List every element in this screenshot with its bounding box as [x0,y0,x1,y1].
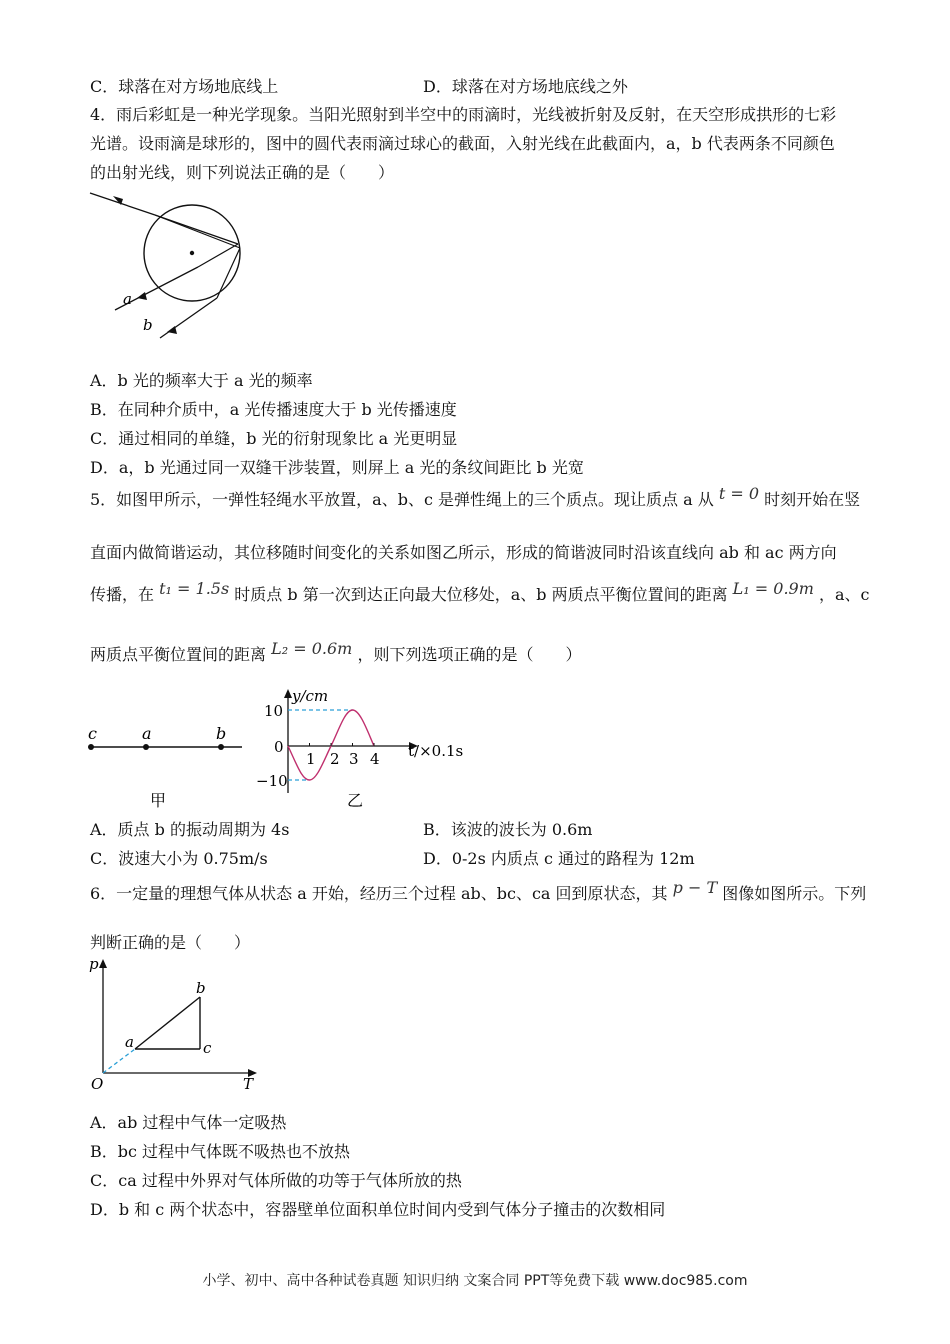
q6-option-d: D．b 和 c 两个状态中，容器壁单位面积单位时间内受到气体分子撞击的次数相同 [90,1200,666,1219]
axis-t-label: T [243,1075,254,1093]
q6-line1-post: 图像如图所示。下列 [722,884,867,903]
q6-option-b: B．bc 过程中气体既不吸热也不放热 [90,1142,351,1161]
q6-option-a: A．ab 过程中气体一定吸热 [90,1113,287,1132]
y-tick-neg10: −10 [256,772,288,790]
q5-line3-pre: 传播，在 [90,585,155,604]
q5-line4-pre: 两质点平衡位置间的距离 [90,645,267,664]
q5-line4-post: ，则下列选项正确的是（ ） [357,645,582,664]
q5-line1-math: t = 0 [718,484,760,503]
q6-option-c: C．ca 过程中外界对气体所做的功等于气体所放的热 [90,1171,462,1190]
state-a-label: a [125,1033,134,1051]
q5-line1-pre: 5．如图甲所示，一弹性轻绳水平放置，a、b、c 是弹性绳上的三个质点。现让质点 a 从 [90,490,714,509]
rope-figure-jia [80,722,260,812]
point-b-label: b [216,724,227,743]
q5-line3-math2: L₁ = 0.9m [732,579,814,598]
x-tick-3: 3 [349,750,359,768]
q6-stem-line1 [90,878,867,905]
q6-line1-pre: 6．一定量的理想气体从状态 a 开始，经历三个过程 ab、bc、ca 回到原状态，其 [90,884,668,903]
dashed-extension [103,1049,135,1073]
q6-line1-math: p − T [672,878,718,897]
figure-jia-caption: 甲 [150,791,167,810]
y-tick-10: 10 [264,702,284,720]
figure-yi-caption: 乙 [347,791,364,810]
q5-stem-line3 [90,579,870,606]
q5-option-c: C．波速大小为 0.75m/s [90,849,268,868]
q4-option-b: B．在同种介质中，a 光传播速度大于 b 光传播速度 [90,400,457,419]
q5-stem-line1 [90,484,861,511]
q4-option-c: C．通过相同的单缝，b 光的衍射现象比 a 光更明显 [90,429,458,448]
point-c-label: c [88,724,97,743]
displacement-graph-yi [250,685,470,810]
ray-label-a: a [123,290,132,308]
q5-option-b: B．该波的波长为 0.6m [423,820,593,839]
origin-label: O [91,1075,104,1093]
q4-option-a: A．b 光的频率大于 a 光的频率 [90,371,313,390]
q4-stem-line3: 的出射光线，则下列说法正确的是（ ） [90,163,395,182]
q4-stem-line2: 光谱。设雨滴是球形的，图中的圆代表雨滴过球心的截面，入射光线在此截面内，a，b 代表两条不同颜色 [90,134,835,153]
q5-option-d: D．0-2s 内质点 c 通过的路程为 12m [423,849,695,868]
state-b-label: b [196,979,206,997]
x-tick-2: 2 [330,750,340,768]
y-axis-label: y/cm [292,687,329,705]
q4-option-d: D．a，b 光通过同一双缝干涉装置，则屏上 a 光的条纹间距比 b 光宽 [90,458,584,477]
q5-line3-post: ，a、c [819,585,870,604]
x-tick-1: 1 [306,750,316,768]
x-tick-4: 4 [370,750,380,768]
q3-option-d: D．球落在对方场地底线之外 [423,77,628,96]
y-tick-0: 0 [274,738,284,756]
q5-stem-line2: 直面内做简谐运动，其位移随时间变化的关系如图乙所示，形成的简谐波同时沿该直线向 ab 和 ac 两方向 [90,543,837,562]
q5-line4-math: L₂ = 0.6m [271,639,353,658]
q5-option-a: A．质点 b 的振动周期为 4s [90,820,290,839]
q3-option-c: C．球落在对方场地底线上 [90,77,279,96]
q4-stem-line1: 4．雨后彩虹是一种光学现象。当阳光照射到半空中的雨滴时，光线被折射及反射，在天空形成拱形的七彩 [90,105,837,124]
ray-label-b: b [143,316,153,334]
raindrop-center [190,251,194,255]
page-footer: 小学、初中、高中各种试卷真题 知识归纳 文案合同 PPT等免费下载 www.doc985.com [202,1273,748,1289]
q5-line1-post: 时刻开始在竖 [764,490,861,509]
state-c-label: c [203,1039,212,1057]
q5-stem-line4 [90,639,582,666]
pt-graph [85,955,265,1093]
q5-line3-mid: 时质点 b 第一次到达正向最大位移处，a、b 两质点平衡位置间的距离 [234,585,728,604]
q5-line3-math1: t₁ = 1.5s [159,579,230,598]
x-axis-label: t/×0.1s [408,742,464,760]
raindrop-figure [85,190,255,340]
q6-stem-line2: 判断正确的是（ ） [90,933,251,952]
axis-p-label: p [89,955,99,973]
point-a-label: a [142,724,152,743]
